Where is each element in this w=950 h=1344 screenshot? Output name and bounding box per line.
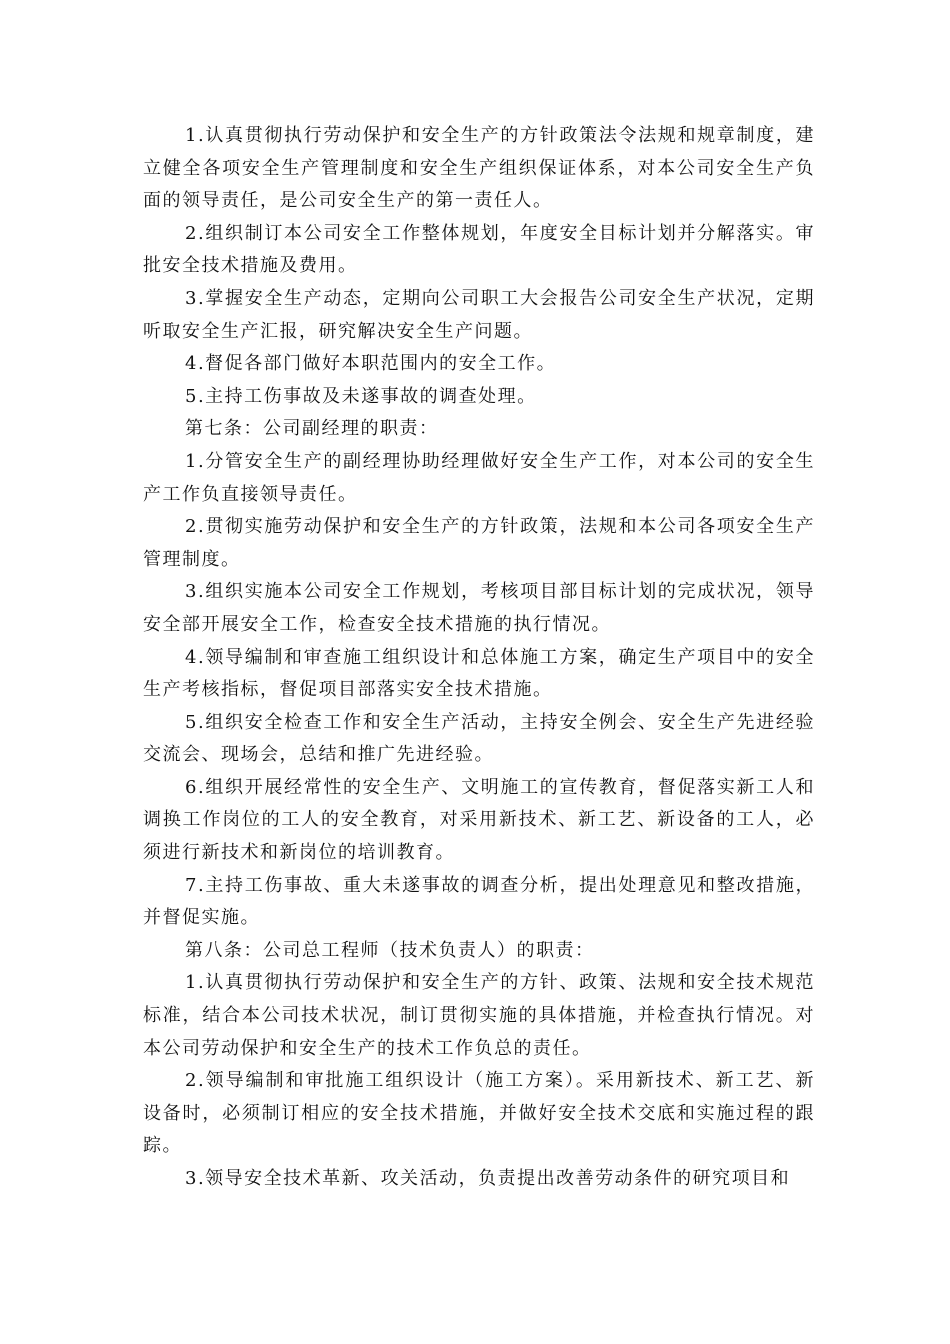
paragraph-chief-engineer-duty-2: 2.领导编制和审批施工组织设计（施工方案）。采用新技术、新工艺、新设备时，必须制订相应的安全技术措施，并做好安全技术交底和实施过程的跟踪。 bbox=[143, 1070, 815, 1157]
paragraph-deputy-duty-4: 4.领导编制和审查施工组织设计和总体施工方案，确定生产项目中的安全生产考核指标，督促项目部落实安全技术措施。 bbox=[143, 646, 815, 701]
paragraph-manager-duty-1: 1.认真贯彻执行劳动保护和安全生产的方针政策法令法规和规章制度，建立健全各项安全生产管理制度和安全生产组织保证体系，对本公司安全生产负面的领导责任，是公司安全生产的第一责任人。 bbox=[143, 125, 815, 212]
paragraph-deputy-duty-7: 7.主持工伤事故、重大未遂事故的调查分析，提出处理意见和整改措施，并督促实施。 bbox=[143, 874, 815, 929]
document-body bbox=[143, 120, 815, 1196]
paragraph-manager-duty-4: 4.督促各部门做好本职范围内的安全工作。 bbox=[185, 353, 557, 375]
article-8-heading: 第八条：公司总工程师（技术负责人）的职责： bbox=[185, 939, 595, 961]
paragraph-deputy-duty-6: 6.组织开展经常性的安全生产、文明施工的宣传教育，督促落实新工人和调换工作岗位的工人的安全教育，对采用新技术、新工艺、新设备的工人，必须进行新技术和新岗位的培训教育。 bbox=[143, 776, 815, 864]
paragraph-chief-engineer-duty-1: 1.认真贯彻执行劳动保护和安全生产的方针、政策、法规和安全技术规范标准，结合本公司技术状况，制订贯彻实施的具体措施，并检查执行情况。对本公司劳动保护和安全生产的技术工作负总的责任。 bbox=[143, 972, 815, 1059]
paragraph-manager-duty-2: 2.组织制订本公司安全工作整体规划，年度安全目标计划并分解落实。审批安全技术措施及费用。 bbox=[143, 222, 815, 277]
paragraph-deputy-duty-5: 5.组织安全检查工作和安全生产活动，主持安全例会、安全生产先进经验交流会、现场会，总结和推广先进经验。 bbox=[143, 711, 815, 766]
paragraph-chief-engineer-duty-3: 3.领导安全技术革新、攻关活动，负责提出改善劳动条件的研究项目和 bbox=[185, 1168, 791, 1189]
paragraph-manager-duty-3: 3.掌握安全生产动态，定期向公司职工大会报告公司安全生产状况，定期听取安全生产汇报，研究解决安全生产问题。 bbox=[143, 287, 815, 342]
paragraph-deputy-duty-3: 3.组织实施本公司安全工作规划，考核项目部目标计划的完成状况，领导安全部开展安全工作，检查安全技术措施的执行情况。 bbox=[143, 581, 815, 635]
paragraph-deputy-duty-2: 2.贯彻实施劳动保护和安全生产的方针政策，法规和本公司各项安全生产管理制度。 bbox=[143, 516, 815, 570]
paragraph-manager-duty-5: 5.主持工伤事故及未遂事故的调查处理。 bbox=[185, 385, 537, 407]
article-7-heading: 第七条：公司副经理的职责： bbox=[185, 418, 439, 440]
paragraph-deputy-duty-1: 1.分管安全生产的副经理协助经理做好安全生产工作，对本公司的安全生产工作负直接领导责任。 bbox=[143, 450, 815, 505]
